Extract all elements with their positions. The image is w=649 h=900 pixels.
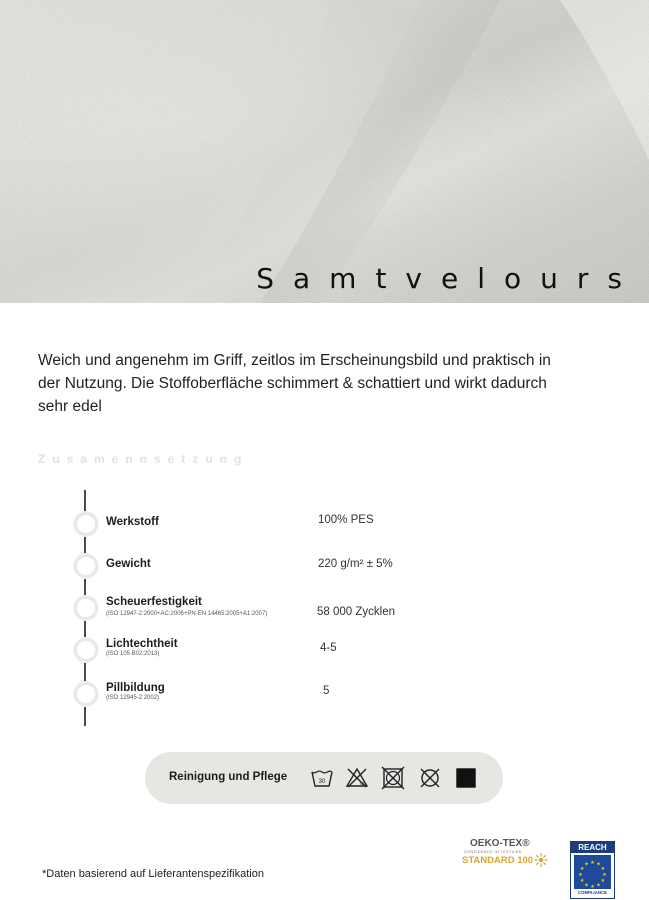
spec-label: Lichtechtheit	[106, 638, 178, 650]
no-dry-clean-icon	[418, 766, 442, 790]
wash-30-icon	[310, 766, 334, 790]
timeline-dot	[74, 596, 98, 620]
spec-label: Gewicht	[106, 558, 151, 570]
svg-text:★: ★	[596, 882, 601, 889]
svg-text:★: ★	[579, 878, 585, 884]
care-instructions	[145, 752, 503, 804]
iron-icon	[454, 766, 478, 790]
spec-row-pillbildung	[72, 682, 552, 722]
svg-text:★: ★	[600, 878, 606, 884]
reach-subtitle: COMPLIANCE	[578, 890, 607, 895]
reach-title: REACH	[571, 842, 614, 853]
product-title: Samtvelours	[256, 262, 641, 295]
oeko-tex-tagline: CONFIDENCE IN TEXTILES	[464, 850, 522, 854]
svg-text:★: ★	[602, 872, 607, 878]
timeline-dot	[74, 554, 98, 578]
spec-value: 220 g/m² ± 5%	[318, 558, 393, 570]
product-description: Weich und angenehm im Griff, zeitlos im Erscheinungsbild und praktisch in der Nutzung. Die Stoffoberfläche schimmert & schattiert und wirkt dadurch sehr edel	[38, 352, 551, 415]
spec-label: Scheuerfestigkeit	[106, 596, 202, 608]
spec-label: Pillbildung	[106, 682, 165, 694]
svg-text:CL: CL	[360, 781, 366, 786]
spec-norm: (ISO 12945-2:2002)	[106, 695, 160, 701]
svg-text:30: 30	[318, 779, 326, 785]
fabric-texture	[0, 0, 649, 303]
spec-row-lichtechtheit	[72, 638, 552, 678]
spec-row-gewicht	[72, 554, 552, 594]
spec-norm: (ISO 12947-2:2000+AC:2006+PN-EN 14465:2005+A1:2007)	[106, 611, 268, 617]
eu-flag-icon	[574, 855, 611, 889]
composition-heading: Zusamennsetzung	[38, 452, 249, 466]
spec-label: Werkstoff	[106, 516, 159, 528]
flower-icon	[534, 853, 548, 867]
footnote: *Daten basierend auf Lieferantenspezifikation	[42, 868, 264, 880]
svg-text:★: ★	[600, 866, 606, 872]
care-label: Reinigung und Pflege	[169, 771, 288, 783]
oeko-tex-brand: OEKO-TEX®	[470, 838, 530, 849]
timeline-dot	[74, 682, 98, 706]
oeko-tex-logo	[458, 838, 550, 890]
spec-value: 4-5	[320, 642, 337, 654]
spec-row-werkstoff	[72, 512, 552, 552]
spec-value: 5	[323, 685, 330, 697]
spec-value: 100% PES	[318, 514, 374, 526]
svg-text:★: ★	[579, 866, 585, 872]
hero-fabric-image	[0, 0, 649, 303]
oeko-tex-standard: STANDARD 100	[462, 855, 534, 866]
no-tumble-dry-icon	[381, 766, 405, 790]
timeline-dot	[74, 638, 98, 662]
svg-text:★: ★	[590, 884, 595, 889]
reach-compliance-logo	[570, 841, 615, 899]
no-bleach-icon	[345, 766, 369, 790]
svg-text:★: ★	[584, 861, 589, 868]
svg-text:★: ★	[596, 861, 601, 868]
svg-text:★: ★	[578, 872, 583, 878]
svg-text:★: ★	[590, 860, 595, 866]
svg-text:★: ★	[584, 882, 589, 889]
timeline-dot	[74, 512, 98, 536]
spec-row-scheuerfestigkeit	[72, 596, 552, 636]
spec-norm: (ISO 105 B02:2013)	[106, 651, 160, 657]
spec-value: 58 000 Zycklen	[317, 606, 395, 618]
